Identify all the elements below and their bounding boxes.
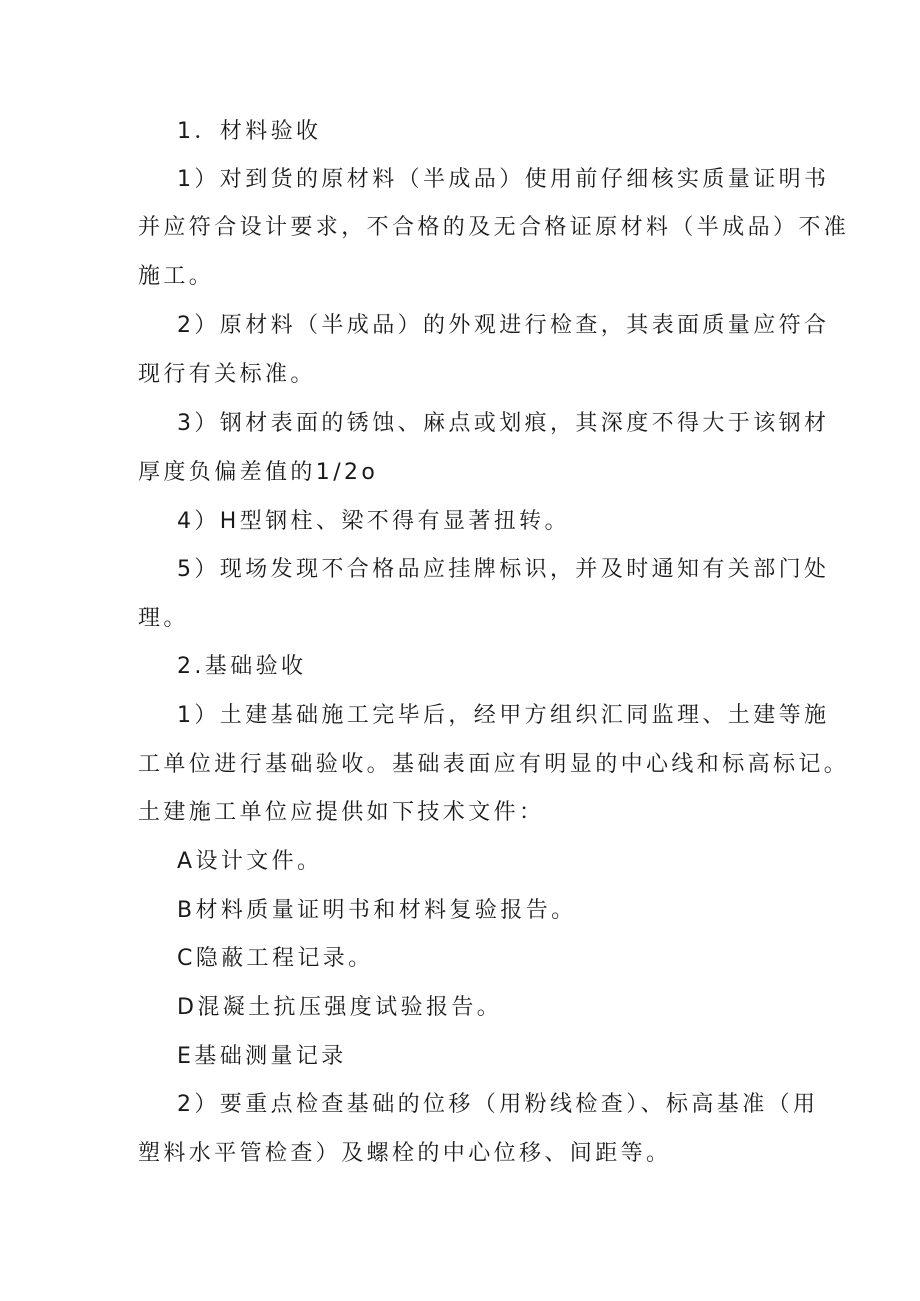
- section-heading-foundation-acceptance: 2.基础验收: [177, 654, 307, 679]
- paragraph-line: 2）原材料（半成品）的外观进行检查，其表面质量应符合: [177, 313, 830, 338]
- paragraph-line: 4）H型钢柱、梁不得有显著扭转。: [177, 509, 570, 534]
- paragraph-line: 3）钢材表面的锈蚀、麻点或划痕，其深度不得大于该钢材: [177, 411, 830, 436]
- paragraph-line: 现行有关标准。: [138, 362, 316, 387]
- list-item: B材料质量证明书和材料复验报告。: [177, 898, 577, 923]
- list-item: D混凝土抗压强度试验报告。: [177, 995, 503, 1020]
- list-item: C隐蔽工程记录。: [177, 946, 374, 971]
- paragraph-line: 理。: [138, 606, 189, 631]
- paragraph-line: 并应符合设计要求，不合格的及无合格证原材料（半成品）不准: [138, 215, 850, 240]
- paragraph-line: 土建施工单位应提供如下技术文件：: [138, 800, 545, 825]
- paragraph-line: 工单位进行基础验收。基础表面应有明显的中心线和标高标记。: [138, 752, 850, 777]
- list-item: E基础测量记录: [177, 1044, 347, 1069]
- paragraph-line: 5）现场发现不合格品应挂牌标识，并及时通知有关部门处: [177, 557, 830, 582]
- list-item: A设计文件。: [177, 849, 323, 874]
- paragraph-line: 施工。: [138, 264, 215, 289]
- paragraph-line: 1）土建基础施工完毕后，经甲方组织汇同监理、土建等施: [177, 703, 830, 728]
- paragraph-line: 2）要重点检查基础的位移（用粉线检查）、标高基准（用: [177, 1092, 819, 1117]
- paragraph-line: 塑料水平管检查）及螺栓的中心位移、间距等。: [138, 1141, 672, 1166]
- paragraph-line: 1）对到货的原材料（半成品）使用前仔细核实质量证明书: [177, 167, 830, 192]
- section-heading-material-acceptance: 1．材料验收: [177, 119, 322, 144]
- paragraph-line: 厚度负偏差值的1/2o: [138, 460, 379, 485]
